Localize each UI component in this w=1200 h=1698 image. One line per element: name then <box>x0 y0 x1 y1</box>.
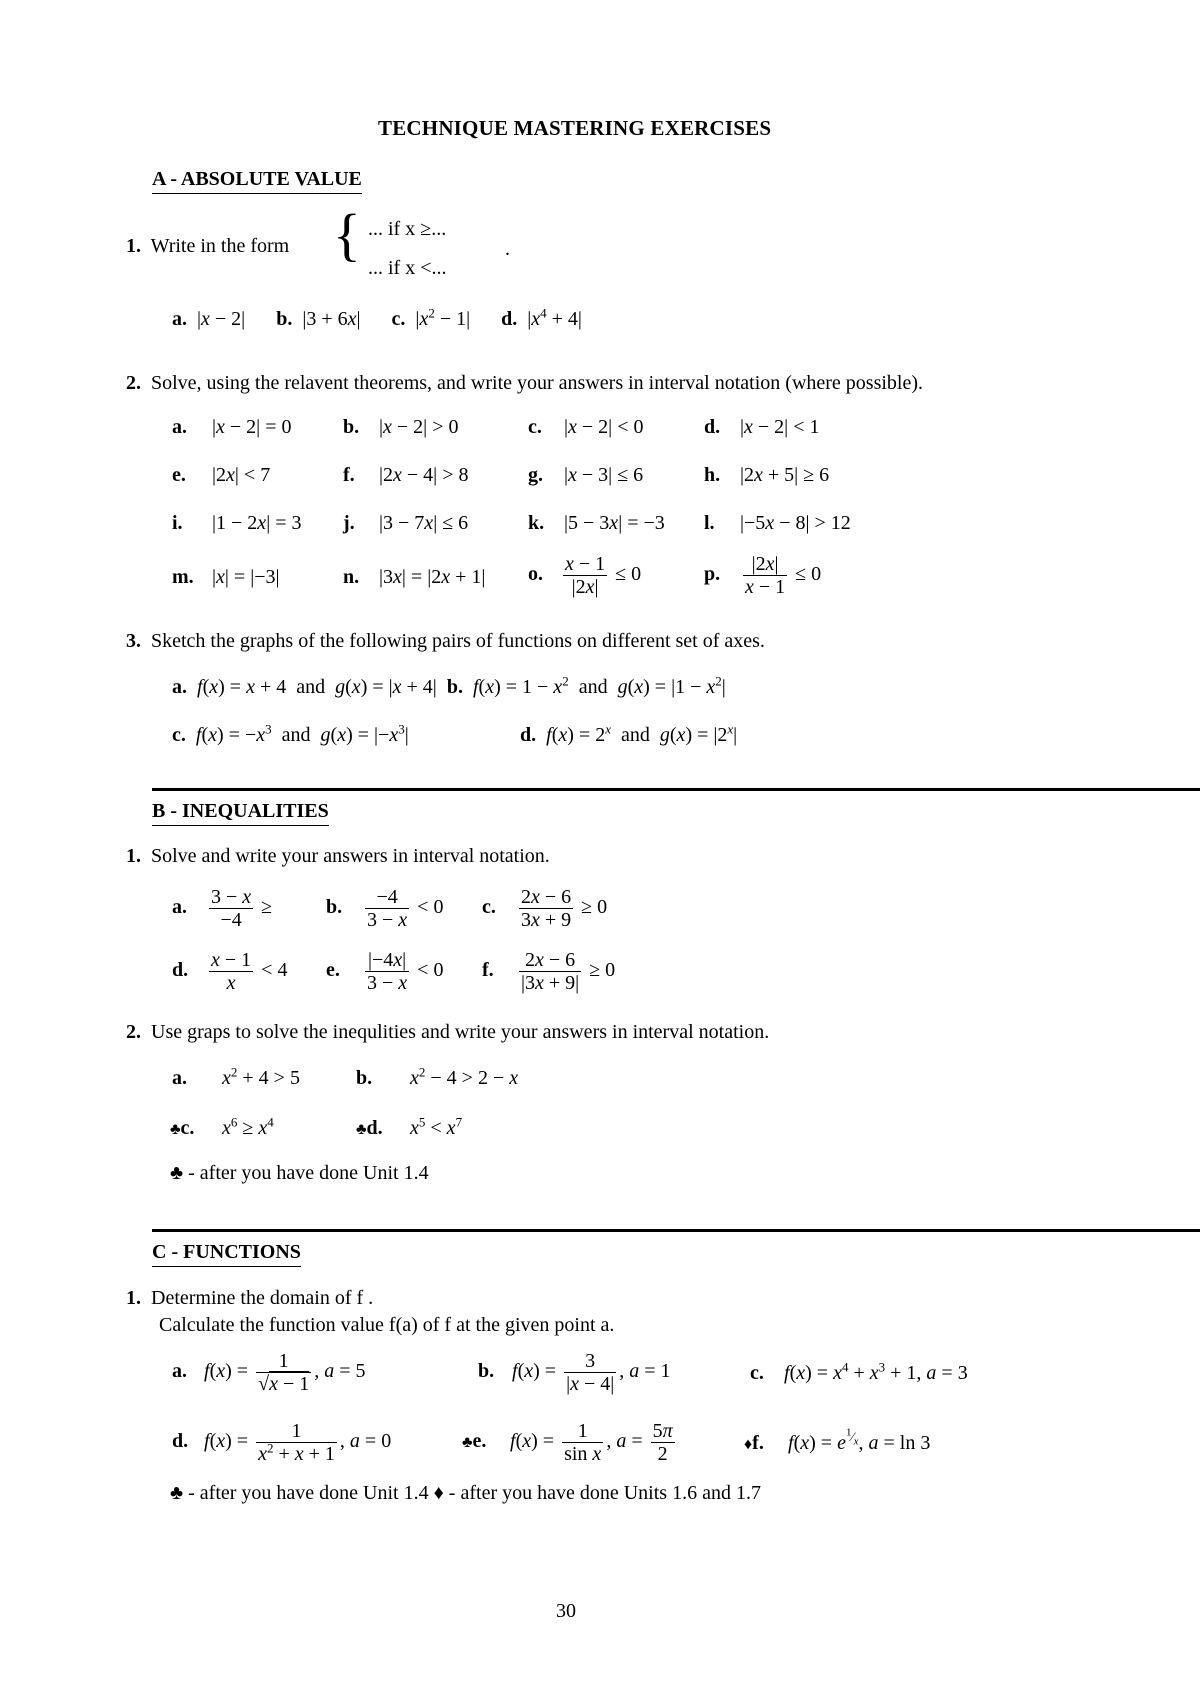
piecewise-end: . <box>505 238 510 260</box>
worksheet-page: TECHNIQUE MASTERING EXERCISES A - ABSOLUTE VALUE 1. Write in the form { ... if x ≥... ... if x <... . a. |x − 2| b. |3 + 6x| c. $|x^2 - 1|$ d. $|x^4 + 4|$ 2. Solve, using the relavent theorems, and write your answers in interval notation (where possible). a. |x − 2| = 0 b. |x − 2| > 0 c. |x − 2| < 0 d. |x − 2| < 1 e. |2x| < 7 f. |2x − 4| > 8 g. |x − 3| ≤ 6 h. |2x + 5| ≥ 6 i. |1 − 2x| = 3 j. |3 − 7x| ≤ 6 k. |5 − 3x| = −3 l. |−5x − 8| > 12 m. |x| = |−3| n. |3x| = |2x + 1| o. $\frac{x - 1}{|2x|}$ ≤ 0 p. $\frac{|2x|}{x - 1}$ ≤ 0 3. Sketch the graphs of the following pairs of functions on different set of axes. a. f(x) = x + 4 and g(x) = |x + 4| b. $f(x) = 1 - x^2$ and $g(x) = |1 - x^2|$ c. $f(x) = -x^3$ and $g(x) = |-x^3|$ d. $f(x) = 2^x$ and $g(x) = |2^x|$ B - INEQUALITIES 1. Solve and write your answers in interval notation. a. $\frac{3 - x}{-4}$ ≥ b. $\frac{-4}{3 - x}$ < 0 c. $\frac{2x - 6}{3x + 9}$ ≥ 0 d. $\frac{x - 1}{x}$ < 4 e. $\frac{|-4x|}{3 - x}$ < 0 f. $\frac{2x - 6}{|3x + 9|}$ ≥ 0 2. Use graps to solve the inequlities and write your answers in interval notation. a. $x^2 + 4 > 5$ b. $x^2 - 4 > 2 - x$ ♣c. $x^6 \ge x^4$ ♣d. $x^5 < x^7$ ♣ - after you have done Unit 1.4 C - FUNCTIONS 1. Determine the domain of f . Calculate the function value f(a) of f at the given point a. a. f(x) = $\frac{1}{√x - 1}$ , a = 5 b. f(x) = $\frac{3}{|x - 4|}$ , a = 1 c. $f(x) = x^4 + x^3 + 1$, a = 3 d. f(x) = $\frac{1}{x^2 + x + 1}$ , a = 0 ♣e. f(x) = $\frac{1}{\text{sin x}}$ , a = $\frac{5\pi}{2}$ ♦f. $f(x) = e^{^1⁄_x}$, a = ln 3 ♣ - after you have done Unit 1.4 ♦ - after you have done Units 1.6 and 1.7 30 <box>0 0 1200 1698</box>
a-q2-row-1: a. |x − 2| = 0 <box>172 416 292 438</box>
c-q1-row-2: d. f(x) = $\frac{1}{x^2 + x + 1}$ , a = 0 <box>172 1420 392 1465</box>
b-footnote: ♣ - after you have done Unit 1.4 <box>170 1162 429 1184</box>
section-divider <box>152 1229 1200 1232</box>
section-c-heading: C - FUNCTIONS <box>152 1241 301 1267</box>
a-q2-row-3: i. |1 − 2x| = 3 <box>172 512 302 534</box>
c-q1-text: 1. Determine the domain of f . <box>126 1287 374 1309</box>
a-q2-text: 2. Solve, using the relavent theorems, and write your answers in interval notation (where possible). <box>126 372 924 394</box>
piecewise-brace: { <box>333 202 361 267</box>
piecewise-case-2: ... if x <... <box>368 257 447 279</box>
page-number: 30 <box>556 1600 576 1622</box>
b-q1-text: 1. Solve and write your answers in interval notation. <box>126 845 550 867</box>
b-q2-row-1: a. $x^2 + 4 > 5$ <box>172 1064 300 1089</box>
section-a-heading: A - ABSOLUTE VALUE <box>152 168 362 194</box>
page-title: TECHNIQUE MASTERING EXERCISES <box>378 116 772 140</box>
section-divider <box>152 788 1200 791</box>
b-q1-row-2: d. $\frac{x - 1}{x}$ < 4 <box>172 949 288 994</box>
c-q1-row-1: a. f(x) = $\frac{1}{√x - 1}$ , a = 5 <box>172 1350 366 1395</box>
a-q2-row-2: e. |2x| < 7 <box>172 464 271 486</box>
piecewise-case-1: ... if x ≥... <box>368 218 447 240</box>
a-q3-row-2: c. $f(x) = -x^3$ and $g(x) = |-x^3|$ <box>172 721 409 746</box>
a-q1-items: a. |x − 2| b. |3 + 6x| c. $|x^2 - 1|$ d. $|x^4 + 4|$ <box>172 305 582 330</box>
b-q1-row-1: a. $\frac{3 - x}{-4}$ ≥ <box>172 886 273 931</box>
c-q1-text-2: Calculate the function value f(a) of f at the given point a. <box>159 1314 615 1336</box>
a-q1-text: 1. Write in the form <box>126 235 290 257</box>
a-q3-row-1: a. f(x) = x + 4 and g(x) = |x + 4| b. $f(x) = 1 - x^2$ and $g(x) = |1 - x^2|$ <box>172 673 726 698</box>
b-q2-text: 2. Use graps to solve the inequlities and write your answers in interval notation. <box>126 1021 770 1043</box>
b-q2-row-2: ♣c. $x^6 \ge x^4$ <box>170 1114 274 1139</box>
a-q2-row-4: m. |x| = |−3| <box>172 566 280 588</box>
c-footnote: ♣ - after you have done Unit 1.4 ♦ - after you have done Units 1.6 and 1.7 <box>170 1482 761 1504</box>
section-b-heading: B - INEQUALITIES <box>152 800 329 826</box>
a-q3-text: 3. Sketch the graphs of the following pairs of functions on different set of axes. <box>126 630 765 652</box>
